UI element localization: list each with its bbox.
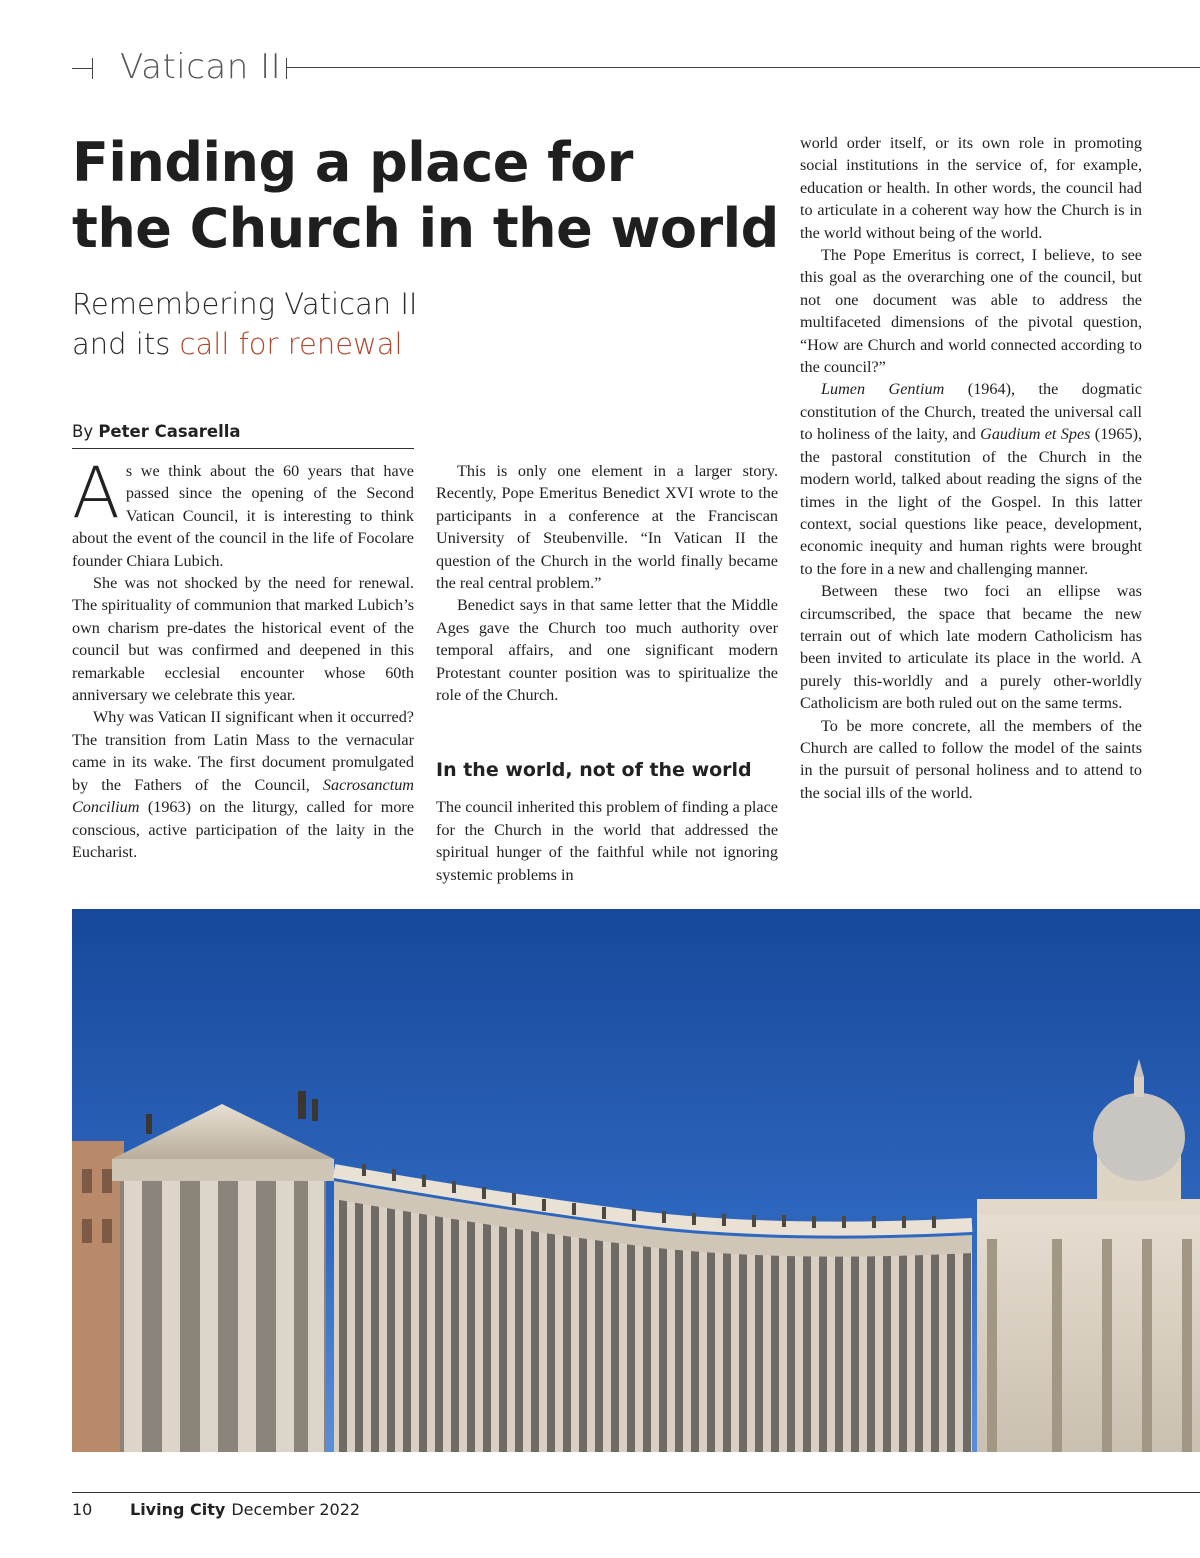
paragraph-text: (1965), the pastoral constitution of the Church in the modern world, talked about reading the signs of the times in the light of the Gospel. In this latter context, social questions like peace, development, economic inequity and human rights were brought to the fore in a new and challenging manner. (800, 425, 1143, 578)
italic-title: Gaudium et Spes (980, 425, 1091, 444)
author-name: Peter Casarella (98, 422, 241, 441)
article-headline (72, 130, 792, 262)
deck-line-1: Remembering Vatican II (72, 287, 418, 321)
text-column-3 (800, 132, 1142, 804)
header-bar-left (92, 58, 93, 79)
italic-title: Sacrosanctum Concilium (72, 775, 414, 817)
header-rule (286, 67, 1200, 68)
section-header (72, 46, 1200, 90)
paragraph-text: (1964), the dogmatic constitution of the Church, treated the universal call to holiness of the laity, and (800, 380, 1143, 444)
byline (72, 422, 414, 441)
paragraph-text: (1963) on the liturgy, called for more conscious, active participation of the laity in the Eucharist. (72, 798, 414, 861)
paragraph: She was not shocked by the need for renewal. The spirituality of communion that marked Lubich’s own charism pre-dates the historical event of the council but was confirmed and deepened in this remarkable ecclesial encounter whose 60th anniversary we celebrate this year. (72, 574, 414, 705)
italic-title: Lumen Gentium (821, 380, 945, 399)
deck-line-2-prefix: and its (72, 327, 180, 361)
page-number: 10 (72, 1500, 93, 1519)
subheading: In the world, not of the world (436, 759, 752, 782)
paragraph: world order itself, or its own role in promoting social institutions in the service of, for example, education or health. In other words, the council had to articulate in a coherent way how the Church is in the world without being of the world. (800, 134, 1142, 242)
publication-name: Living City (130, 1500, 226, 1519)
paragraph: To be more concrete, all the members of the Church are called to follow the model of the saints in the pursuit of personal holiness and to attend to the social ills of the world. (800, 716, 1142, 802)
byline-prefix: By (72, 422, 99, 441)
paragraph: The council inherited this problem of finding a place for the Church in the world that addressed the spiritual hunger of the faithful while not ignoring systemic problems in (436, 798, 778, 884)
paragraph: Between these two foci an ellipse was circumscribed, the space that became the new terrain out of which late modern Catholicism has been invited to articulate its place in the world. A purely this-worldly and a purely other-worldly Catholicism are both ruled out on the same terms. (800, 582, 1142, 713)
paragraph (72, 452, 414, 572)
paragraph: The Pope Emeritus is correct, I believe, to see this goal as the overarching one of the council, but not one document was able to address the multifaceted dimensions of the pivotal question, “How are Church and world connected according to the council?” (800, 246, 1142, 377)
article-photo (72, 909, 1200, 1452)
header-bar-right (286, 58, 287, 79)
drop-cap: A (72, 452, 120, 534)
paragraph: Benedict says in that same letter that the Middle Ages gave the Church too much authority over temporal affairs, and one significant modern Protestant counter position was to spiritualize the role of the Church. (436, 596, 778, 705)
text-column-2 (436, 460, 778, 886)
paragraph-text: Why was Vatican II significant when it occurred? The transition from Latin Mass to the vernacular came in its wake. The first document promulgated by the Fathers of the Council, (72, 708, 414, 794)
page-footer (72, 1500, 360, 1519)
byline-rule (72, 448, 414, 449)
paragraph: This is only one element in a larger story. Recently, Pope Emeritus Benedict XVI wrote to the participants in a conference at the Franciscan University of Steubenville. “In Vatican II the question of the Church in the world finally became the real central problem.” (436, 462, 778, 593)
footer-rule (72, 1492, 1200, 1493)
text-column-1 (72, 452, 414, 863)
article-deck (72, 284, 772, 364)
section-label: Vatican II (120, 47, 282, 87)
deck-accent-text: call for renewal (179, 327, 403, 361)
headline-line-2: the Church in the world (72, 197, 779, 260)
header-tick-left (72, 68, 92, 69)
issue-date: December 2022 (231, 1500, 361, 1519)
paragraph (72, 706, 414, 863)
paragraph (800, 378, 1142, 580)
st-peters-square-illustration (72, 909, 1200, 1452)
paragraph-text: s we think about the 60 years that have passed since the opening of the Second Vatican Council, it is interesting to think about the event of the council in the life of Focolare founder Chiara Lubich. (72, 462, 414, 570)
headline-line-1: Finding a place for (72, 131, 633, 194)
